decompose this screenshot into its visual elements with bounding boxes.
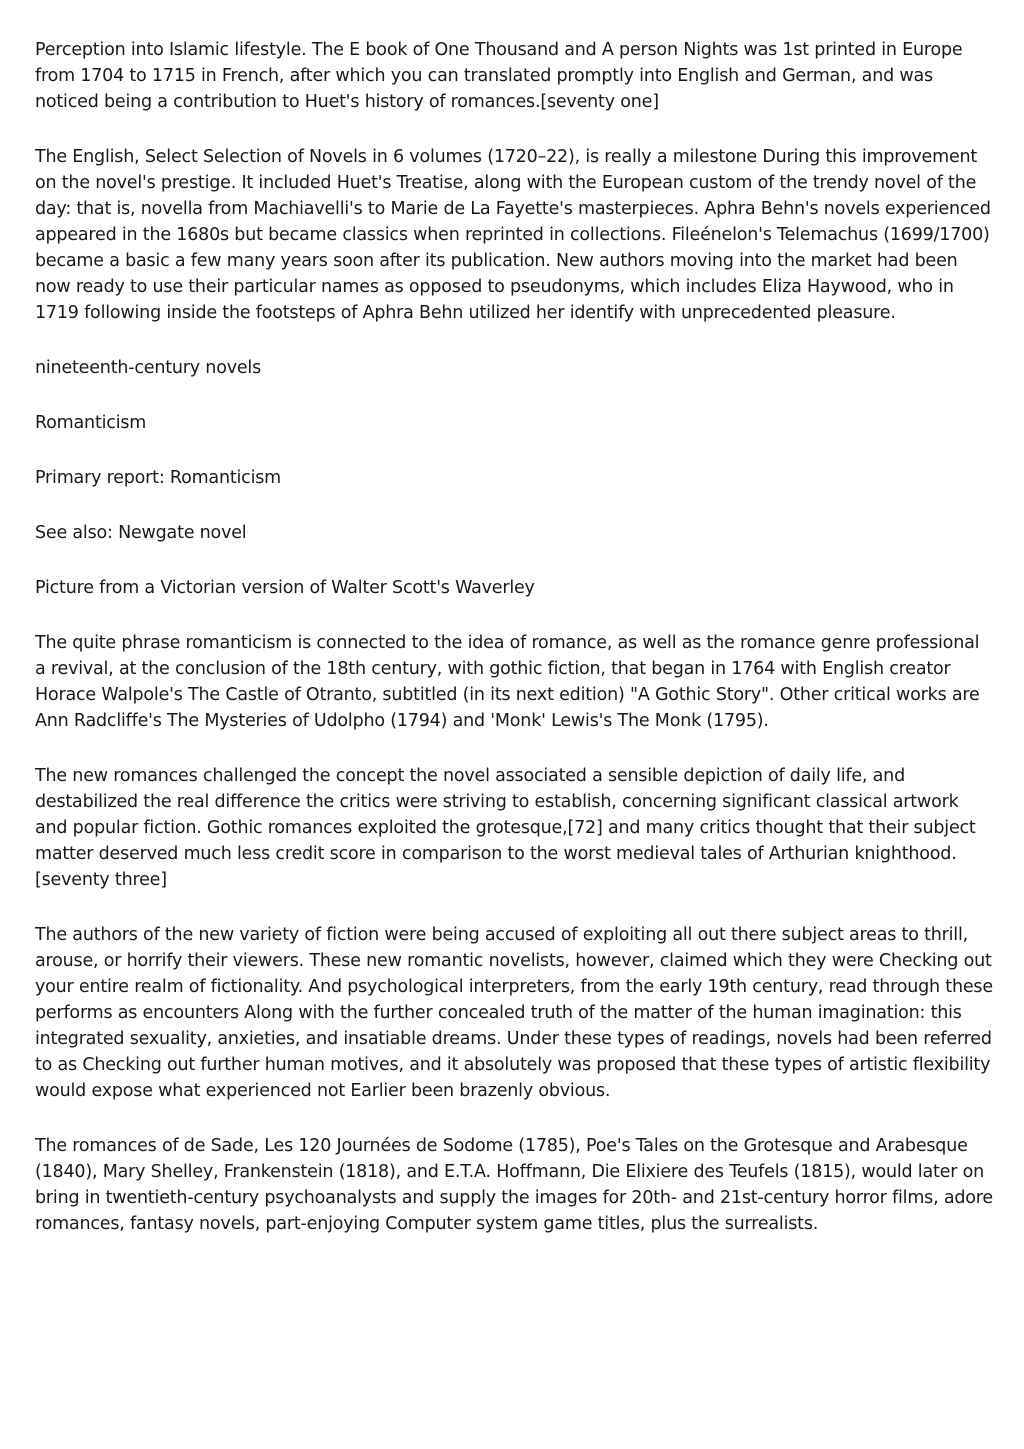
paragraph-romances-de-sade: The romances of de Sade, Les 120 Journées de Sodome (1785), Poe's Tales on the Grotesque and Arabesque (1840), Mary Shelley, Frankenstein (1818), and E.T.A. Hoffmann, Die Elixiere des Teufels (1815), would later on bring in twentieth-century psychoanalysts and supply the images for 20th- and 21st-century horror films, adore romances, fantasy novels, part-enjoying Computer system game titles, plus the surrealists. [35, 1136, 993, 1234]
primary-article-note: Primary report: Romanticism [35, 468, 282, 488]
paragraph-romanticism-origin: The quite phrase romanticism is connected to the idea of romance, as well as the romance genre professional a revival, at the conclusion of the 18th century, with gothic fiction, that began in 1764 with English creator Horace Walpole's The Castle of Otranto, subtitled (in its next edition) "A Gothic Story". Other critical works are Ann Radcliffe's The Mysteries of Udolpho (1794) and 'Monk' Lewis's The Monk (1795). [35, 633, 980, 731]
paragraph-islamic-lifestyle: Perception into Islamic lifestyle. The E book of One Thousand and A person Nights was 1st printed in Europe from 1704 to 1715 in French, after which you can translated promptly into English and German, and was noticed being a contribution to Huet's history of romances.[seventy one] [35, 40, 963, 112]
section-heading-nineteenth-century: nineteenth-century novels [35, 358, 262, 378]
document-body [35, 37, 995, 1266]
section-heading-romanticism: Romanticism [35, 413, 147, 433]
paragraph-select-collection: The English, Select Selection of Novels in 6 volumes (1720–22), is really a milestone During this improvement on the novel's prestige. It included Huet's Treatise, along with the European custom of the trendy novel of the day: that is, novella from Machiavelli's to Marie de La Fayette's masterpieces. Aphra Behn's novels experienced appeared in the 1680s but became classics when reprinted in collections. Fileénelon's Telemachus (1699/1700) became a basic a few many years soon after its publication. New authors moving into the market had been now ready to use their particular names as opposed to pseudonyms, which includes Eliza Haywood, who in 1719 following inside the footsteps of Aphra Behn utilized her identify with unprecedented pleasure. [35, 147, 991, 323]
paragraph-new-romances: The new romances challenged the concept the novel associated a sensible depiction of daily life, and destabilized the real difference the critics were striving to establish, concerning significant classical artwork and popular fiction. Gothic romances exploited the grotesque,[72] and many critics thought that their subject matter deserved much less credit score in comparison to the worst medieval tales of Arthurian knighthood.[seventy three] [35, 766, 976, 890]
see-also-note: See also: Newgate novel [35, 523, 247, 543]
picture-caption: Picture from a Victorian version of Walter Scott's Waverley [35, 578, 535, 598]
paragraph-authors-accused: The authors of the new variety of fiction were being accused of exploiting all out there subject areas to thrill, arouse, or horrify their viewers. These new romantic novelists, however, claimed which they were Checking out your entire realm of fictionality. And psychological interpreters, from the early 19th century, read through these performs as encounters Along with the further concealed truth of the matter of the human imagination: this integrated sexuality, anxieties, and insatiable dreams. Under these types of readings, novels had been referred to as Checking out further human motives, and it absolutely was proposed that these types of artistic flexibility would expose what experienced not Earlier been brazenly obvious. [35, 925, 993, 1101]
